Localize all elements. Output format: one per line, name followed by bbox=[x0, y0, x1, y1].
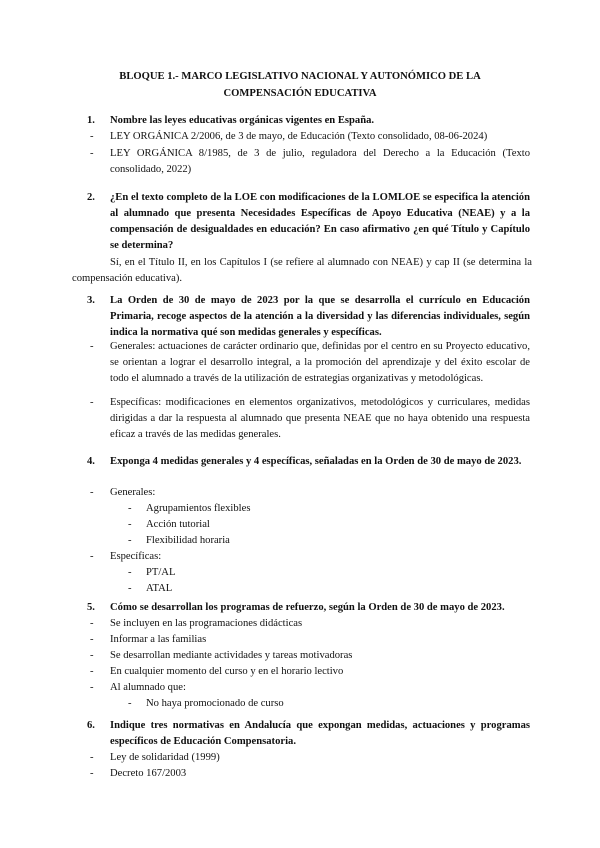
list-item: Se incluyen en las programaciones didácticas bbox=[110, 618, 303, 629]
question-number: 3. bbox=[87, 295, 95, 306]
list-item: Decreto 167/2003 bbox=[110, 768, 187, 779]
title-line-2: COMPENSACIÓN EDUCATIVA bbox=[223, 88, 377, 99]
list-item: Generales: actuaciones de carácter ordinario que, definidas por el centro en su Proyecto educativo, se orientan a lograr el desarrollo integral, a la promoción del aprendizaje y del éxito escolar de todo el alumnado a través de la utilización de estrategias organizativas y metodológicas. bbox=[110, 341, 530, 384]
bullet-dash: - bbox=[90, 397, 94, 408]
bullet-dash: - bbox=[128, 698, 132, 709]
list-item: Agrupamientos flexibles bbox=[146, 503, 251, 514]
bullet-dash: - bbox=[90, 618, 94, 629]
list-item: Flexibilidad horaria bbox=[146, 535, 230, 546]
question-2 bbox=[88, 190, 530, 254]
list-item: ATAL bbox=[146, 583, 173, 594]
bullet-dash: - bbox=[128, 583, 132, 594]
list-item: Acción tutorial bbox=[146, 519, 210, 530]
bullet-dash: - bbox=[128, 519, 132, 530]
list-item: LEY ORGÁNICA 8/1985, de 3 de julio, reguladora del Derecho a la Educación (Texto consolidado, 2022) bbox=[110, 148, 530, 175]
list-item: Ley de solidaridad (1999) bbox=[110, 752, 220, 763]
generales-label: Generales: bbox=[110, 487, 156, 498]
question-1 bbox=[88, 113, 530, 129]
question-number: 1. bbox=[87, 115, 95, 126]
question-text: La Orden de 30 de mayo de 2023 por la que se desarrolla el currículo en Educación Primaria, recoge aspectos de la atención a la diversidad y las diferencias individuales, según indica la normativa qué son medidas generales y específicas. bbox=[110, 295, 530, 338]
page-title bbox=[60, 68, 540, 102]
bullet-dash: - bbox=[128, 503, 132, 514]
bullet-dash: - bbox=[90, 768, 94, 779]
bullet-dash: - bbox=[90, 551, 94, 562]
list-item: Específicas: modificaciones en elementos organizativos, metodológicos y curriculares, medidas dirigidas a dar la respuesta al alumnado que presenta NEAE que no haya obtenido una respuesta eficaz a través de las medidas generales. bbox=[110, 397, 530, 440]
list-item: LEY ORGÁNICA 2/2006, de 3 de mayo, de Educación (Texto consolidado, 08-06-2024) bbox=[110, 131, 488, 142]
bullet-dash: - bbox=[90, 341, 94, 352]
question-number: 5. bbox=[87, 602, 95, 613]
bullet-dash: - bbox=[90, 666, 94, 677]
bullet-dash: - bbox=[90, 682, 94, 693]
bullet-dash: - bbox=[90, 131, 94, 142]
list-subitem: No haya promocionado de curso bbox=[146, 698, 284, 709]
question-text: Exponga 4 medidas generales y 4 específicas, señaladas en la Orden de 30 de mayo de 2023. bbox=[110, 456, 522, 467]
question-text: Cómo se desarrollan los programas de refuerzo, según la Orden de 30 de mayo de 2023. bbox=[110, 602, 505, 613]
question-4 bbox=[88, 454, 530, 470]
question-text: Nombre las leyes educativas orgánicas vigentes en España. bbox=[110, 115, 375, 126]
title-line-1: BLOQUE 1.- MARCO LEGISLATIVO NACIONAL Y AUTONÓMICO DE LA bbox=[119, 71, 481, 82]
list-item: Al alumnado que: bbox=[110, 682, 186, 693]
question-number: 2. bbox=[87, 192, 95, 203]
question-text: Indique tres normativas en Andalucía que expongan medidas, actuaciones y programas específicos de Educación Compensatoria. bbox=[110, 720, 530, 747]
list-item: PT/AL bbox=[146, 567, 176, 578]
bullet-dash: - bbox=[90, 634, 94, 645]
bullet-dash: - bbox=[90, 148, 94, 159]
question-text: ¿En el texto completo de la LOE con modificaciones de la LOMLOE se especifica la atención al alumnado que presenta Necesidades Específicas de Apoyo Educativa (NEAE) y a la compensación de desigualdades en educación? En caso afirmativo ¿en qué Título y Capítulo se determina? bbox=[110, 192, 530, 251]
question-3 bbox=[88, 293, 530, 341]
list-item: Se desarrollan mediante actividades y tareas motivadoras bbox=[110, 650, 353, 661]
question-5 bbox=[88, 600, 530, 616]
especificas-label: Específicas: bbox=[110, 551, 162, 562]
list-item: Informar a las familias bbox=[110, 634, 207, 645]
question-number: 4. bbox=[87, 456, 95, 467]
list-item: En cualquier momento del curso y en el horario lectivo bbox=[110, 666, 344, 677]
bullet-dash: - bbox=[128, 567, 132, 578]
answer-text: Sí, en el Título II, en los Capítulos I (se refiere al alumnado con NEAE) y cap II (se determina la compensación educativa). bbox=[72, 257, 532, 284]
bullet-dash: - bbox=[90, 650, 94, 661]
bullet-dash: - bbox=[90, 487, 94, 498]
question-number: 6. bbox=[87, 720, 95, 731]
bullet-dash: - bbox=[90, 752, 94, 763]
question-6 bbox=[88, 718, 530, 750]
bullet-dash: - bbox=[128, 535, 132, 546]
